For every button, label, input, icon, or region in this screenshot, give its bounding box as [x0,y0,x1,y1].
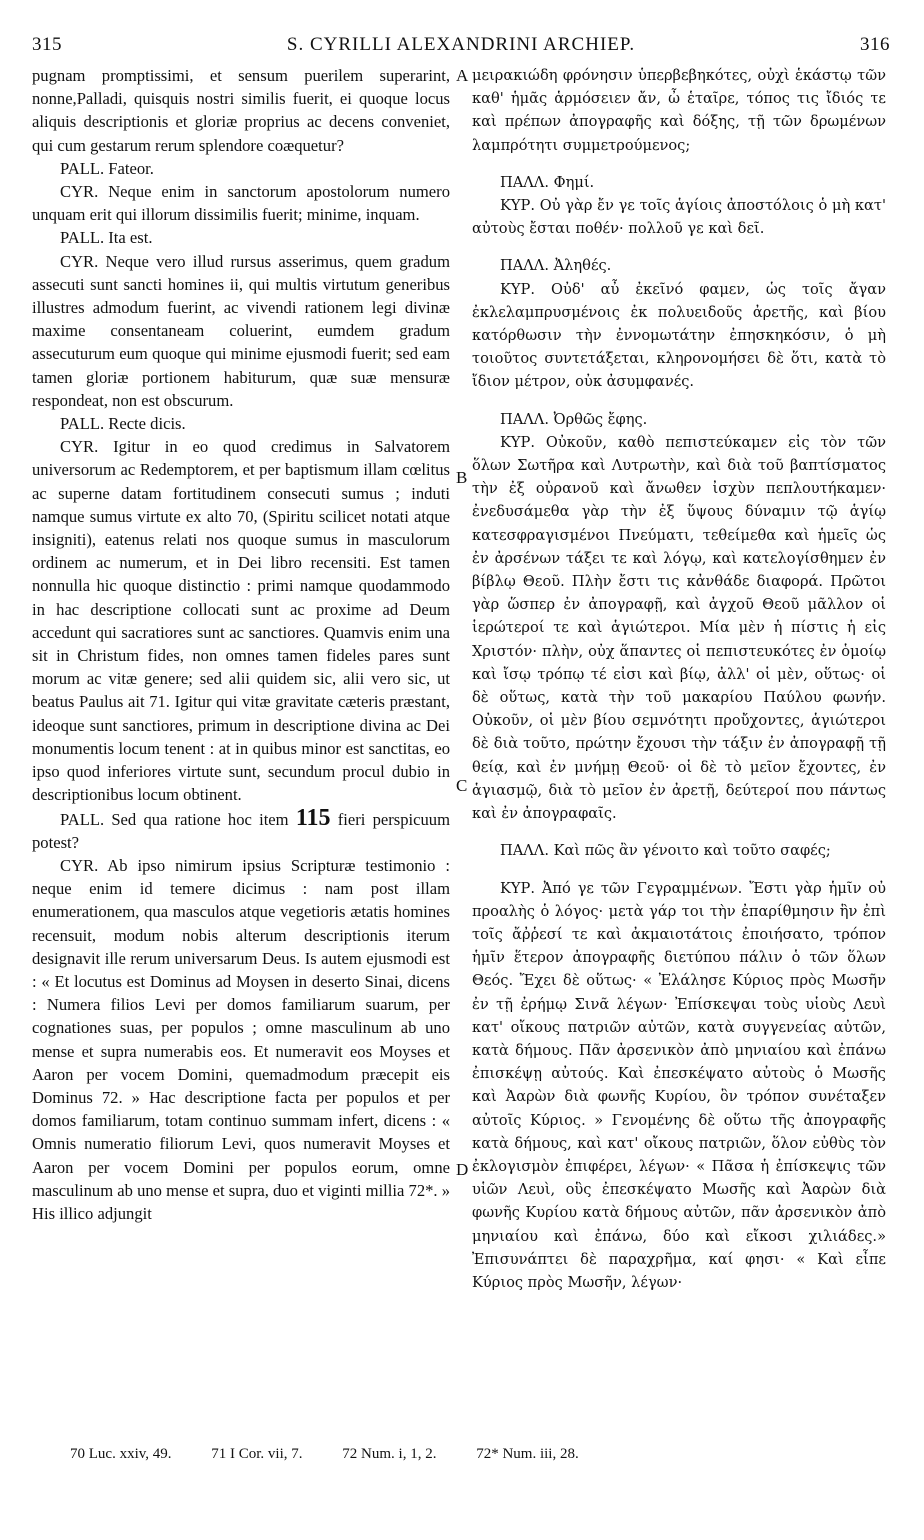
page-number-right: 316 [860,34,890,55]
footnote-70: 70 Luc. xxiv, 49. [70,1446,172,1462]
greek-para-4: ΠΑΛΛ. Ἀληθές. [500,257,612,275]
greek-para-2: ΠΑΛΛ. Φημί. [500,173,595,191]
latin-para-9: CYR. Ab ipso nimirum ipsius Scripturæ testimonio : neque enim id temere dicimus : nam post illam enumerationem, qua masculos atque vegetioris ætatis homines recensuit, modum nobis alterum descriptionis iterum designavit ille rerum universarum Deus. Is autem ejusmodi est : « Et locutus est Dominus ad Moysen in deserto Sinai, dicens : Numera filios Levi per domos familiarum suarum, per cognationes suas, per populos ; omne masculinum ab uno mense et supra numerabis eos. Et numeravit eos Moyses et Aaron per vocem Domini, quemadmodum præcepit eis Dominus 72. » Hac descriptione facta per populos et per domos familiarum, totam continuo summam infert, dicens : « Omnis numeratio filiorum Levi, quos numeravit Moyses et Aaron per vocem Domini per populos eorum, omne masculinum ab uno mense et supra, duo et viginti millia 72*. » His illico adjungit [32,855,451,1223]
section-marker-b: B [456,468,468,487]
footnotes [70,1446,770,1463]
latin-column [32,64,450,1225]
greek-para-3: ΚΥΡ. Οὐ γὰρ ἔν γε τοῖς ἁγίοις ἀποστόλοις ὁ μὴ κατ' αὐτοὺς ἔσται ποθέν· πολλοῦ γε καὶ δεῖ. [472,197,886,238]
section-marker-a: A [456,66,469,85]
page-number-left: 315 [32,34,62,55]
greek-para-1: μειρακιώδη φρόνησιν ὑπερβεβηκότες, οὐχὶ ἑκάστῳ τῶν καθ' ἡμᾶς ἁρμόσειεν ἄν, ὦ ἑταῖρε, τόπος τις ἴδιός τε καὶ πρέπων ἀπογραφῆς καὶ δόξης, τῇ τῶν δρωμένων λαμπρότητι συμμετρούμενος; [472,67,886,154]
latin-para-7: CYR. Igitur in eo quod credimus in Salvatorem universorum ac Redemptorem, et per baptismum illam cœlitus ac superne datam fortitudinem consecuti sumus ; induti namque sumus virtute ex alto 70, (Spiritu scilicet notati atque insigniti), eatenus relati nos quoque sumus in masculorum ordinem ac numerum, et in Dei libro recensiti. Est tamen nonnulla hic quoque distinctio : primi namque quodammodo in hac descriptione collocati sunt ac proxime ad Deum accedunt qui sacratiores sunt ac sanctiores. Quamvis enim una sit in Christum fides, non omnes tamen fideles pares sunt morum ac vitæ genere; sed alii quidem sic, alii vero sic, ut beatus Paulus ait 71. Igitur qui vitæ gravitate cæteris præstant, ideoque sunt sanctiores, primum in descriptione divina ac Dei monumentis locum tenent : at in quibus minor est sanctitas, eo ipso quod inferiores virtute sunt, secundum procul dubio in descriptionibus locum obtinent. [32,437,450,805]
running-title: S. CYRILLI ALEXANDRINI ARCHIEP. [286,34,636,55]
page-header [32,34,890,60]
latin-para-6: PALL. Recte dicis. [60,414,186,434]
greek-para-7: ΚΥΡ. Οὐκοῦν, καθὸ πεπιστεύκαμεν εἰς τὸν τῶν ὅλων Σωτῆρα καὶ Λυτρωτὴν, καὶ διὰ τοῦ βαπτίσματος τὴν ἐξ οὐρανοῦ καὶ ἄνωθεν ἰσχὺν πεπλουτήκαμεν· ἐνεδυσάμεθα γὰρ τὴν ἐξ ὕψους δύναμιν τῷ ἁγίῳ κατεσφραγισμένοι Πνεύματι, τεθείμεθα καὶ ἡμεῖς ὡς ἐν ἀρσένων τάξει τε καὶ λόγῳ, καὶ κατελογίσθημεν ἐν βίβλῳ Θεοῦ. Πλὴν ἔστι τις κἀνθάδε διαφορά. Πρῶτοι γὰρ ὥσπερ ἐν ἀπογραφῇ, καὶ ἀγχοῦ Θεοῦ μᾶλλον οἱ ἱερώτεροί τε καὶ ἁγιώτεροι. Μία μὲν ἡ πίστις ἡ εἰς Χριστόν· πλὴν, οὐχ ἅπαντες οἱ πεπιστευκότες ἐν ὁμοίῳ καὶ ἴσῳ τρόπῳ τέ εἰσι καὶ βίῳ, ἀλλ' οἱ μὲν, οὕτως· οἱ δὲ οὕτως, κατὰ τὴν τοῦ μακαρίου Παύλου φωνήν. Οὐκοῦν, οἱ μὲν βίου σεμνότητι προὔχοντες, ἁγιώτεροι δὲ διὰ τοῦτο, πρώτην ἔχουσι τὴν τάξιν ἐν ἀπογραφῇ τῇ θείᾳ, καὶ ἐν μνήμῃ Θεοῦ· οἱ δὲ τὸ μεῖον ἔχοντες, ἐν ἁγιασμῷ, διὰ τὸ μεῖον ἐν ἀρετῇ, δεύτεροί που πάντως καὶ ἐν ἀπογραφαῖς. [472,433,886,823]
footnote-72: 72 Num. i, 1, 2. [342,1446,437,1462]
greek-para-5: ΚΥΡ. Οὐδ' αὖ ἐκεῖνό φαμεν, ὡς τοῖς ἄγαν ἐκλελαμπρυσμένοις ἐκ πολυειδοῦς ἀρετῆς, καὶ βίου κατόρθωσιν τὴν ἐννομωτάτην ἐπησκηκόσιν, ὁ μὴ τοιοῦτος συντετάξεται, κληρονομήσει δὲ ὅτι, κατὰ τὸ ἴδιον μέτρον, οὐκ ἀσυμφανές. [472,280,886,391]
latin-para-1: pugnam promptissimi, et sensum puerilem superarint, nonne,Palladi, quisquis nostri similis fuerit, ei quoque locus aliquis descriptionis et gloriæ proprius ac decens conveniet, qui cum gestarum rerum splendore coæquetur? [32,66,450,155]
latin-para-5: CYR. Neque vero illud rursus asserimus, quem gradum assecuti sunt sancti homines ii, qui multis virtutum generibus illustres admodum fuerint, ac vivendi rationem legi divinæ maxime consentaneam coluerint, eumdem gradum assecuturum eum quoque qui minime ejusmodi fuerit; sed eam tamen gloriæ portionem habiturum, quæ suæ mensuræ respondeat, non est obscurum. [32,251,450,410]
latin-para-4: PALL. Ita est. [60,228,153,248]
section-marker-d: D [456,1160,469,1179]
greek-para-9: ΚΥΡ. Ἀπό γε τῶν Γεγραμμένων. Ἔστι γὰρ ἡμῖν οὐ προαλὴς ὁ λόγος· μετὰ γάρ τοι τὴν ἐπαρίθμησιν ἣν ἐπὶ τοῖς ἄῤῥεσί τε καὶ ἀκμαιοτάτοις ἐποιήσατο, τρόπον ἡμῖν ἕτερον ἀπογραφῆς διετύπου πάλιν ὁ τῶν ὅλων Θεός. Ἔχει δὲ οὕτως· « Ἐλάλησε Κύριος πρὸς Μωσῆν ἐν τῇ ἐρήμῳ Σινᾶ λέγων· Ἐπίσκεψαι τοὺς υἱοὺς Λευὶ κατ' οἴκους πατριῶν αὐτῶν, κατὰ συγγενείας αὐτῶν, κατὰ δήμους. Πᾶν ἀρσενικὸν ἀπὸ μηνιαίου καὶ ἐπάνω ἐπισκέψῃ αὐτούς. Καὶ ἐπεσκέψατο αὐτοὺς ὁ Μωσῆς καὶ Ἀαρὼν διὰ φωνῆς Κυρίου, ὃν τρόπον συνέταξεν αὐτοῖς Κύριος. » Γενομένης δὲ οὕτω τῆς ἀπογραφῆς κατὰ δήμους, καὶ κατ' οἴκους πατριῶν, ὅλον εὐθὺς τὸν ἐκλογισμὸν ἐπιφέρει, λέγων· « Πᾶσα ἡ ἐπίσκεψις τῶν υἱῶν Λευὶ, οὓς ἐπεσκέψατο Μωσῆς καὶ Ἀαρὼν διὰ φωνῆς Κυρίου κατὰ δήμους αὐτῶν, πᾶν ἀρσενικὸν ἀπὸ μηνιαίου καὶ ἐπάνω, δύο καὶ εἴκοσι χιλιάδες.» Ἐπισυνάπτει δὲ παραχρῆμα, καί φησι· « Καὶ εἶπε Κύριος πρὸς Μωσῆν, λέγων· [472,879,886,1291]
margin-page-number: 115 [295,804,331,831]
latin-para-8 [32,804,450,854]
greek-para-8: ΠΑΛΛ. Καὶ πῶς ἂν γένοιτο καὶ τοῦτο σαφές; [500,842,831,860]
latin-para-8-a: PALL. Sed qua ratione hoc item [60,809,296,829]
greek-para-6: ΠΑΛΛ. Ὀρθῶς ἔφης. [500,410,648,428]
latin-para-3: CYR. Neque enim in sanctorum apostolorum numero unquam erit qui illorum dissimilis fuerit; minime, inquam. [32,182,450,225]
latin-para-8-b: fieri perspicuum potest? [32,809,450,852]
footnote-71: 71 I Cor. vii, 7. [211,1446,303,1462]
greek-column [472,64,886,1294]
latin-para-2: PALL. Fateor. [60,158,154,178]
section-marker-c: C [456,776,468,795]
footnote-72b: 72* Num. iii, 28. [476,1446,579,1462]
